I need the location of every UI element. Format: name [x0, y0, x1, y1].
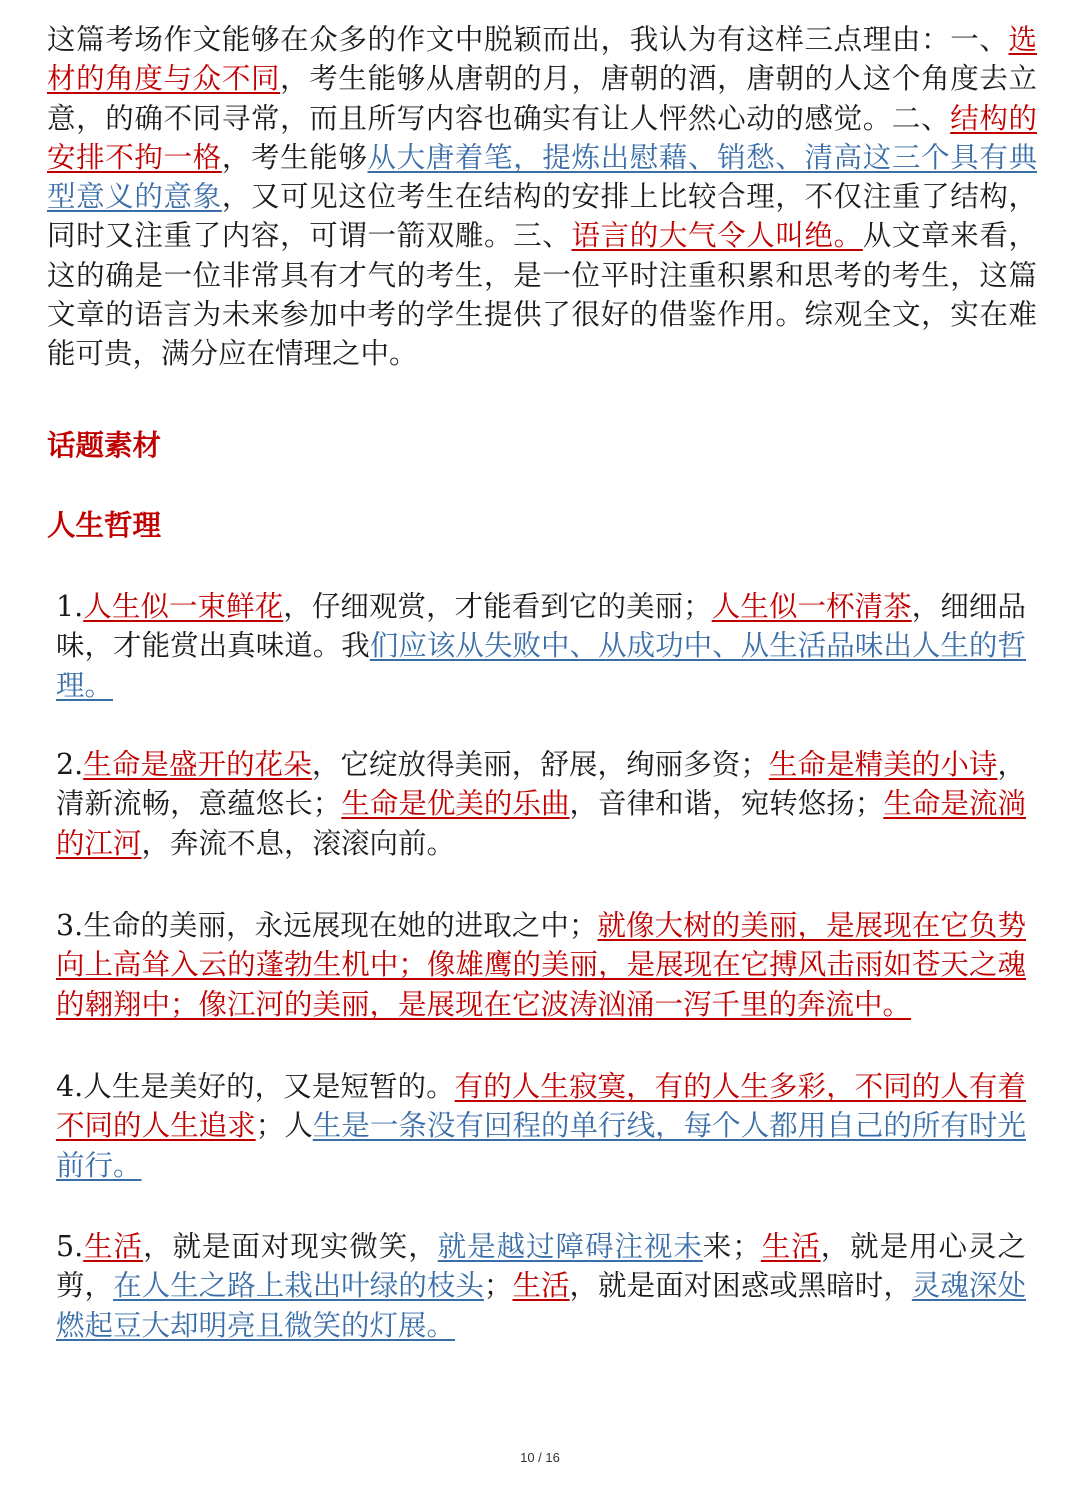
highlight-red: 生活: [83, 1230, 144, 1263]
intro-text: ，又可见这位考生在结构的安排上比较合理，不仅注重了结构，同时又注重了内容，可谓一箭双雕。三、: [47, 180, 1037, 253]
item-text: ；: [483, 1269, 513, 1303]
highlight-blue: 生是一条没有回程的单行线，每个人都用自己的所有时光前行。: [56, 1109, 1026, 1182]
item-text: ，清新流畅，意蕴悠长；: [56, 748, 1026, 821]
intro-text: 这篇考场作文能够在众多的作文中脱颖而出，我认为有这样三点理由：一、: [47, 23, 1009, 56]
highlight-blue: 就是越过障碍注视未: [437, 1230, 703, 1263]
highlight-red: 生活: [512, 1269, 570, 1303]
highlight-red: 结构的安排不拘一格: [47, 101, 1037, 174]
item-text: ，就是面对现实微笑，: [143, 1230, 438, 1263]
item-number: 3.: [56, 909, 84, 942]
intro-paragraph: [47, 20, 1037, 374]
highlight-blue: 从大唐着笔，提炼出慰藉、销愁、清高这三个具有典型意义的意象: [47, 140, 1037, 214]
highlight-red: 生命是优美的乐曲: [341, 787, 570, 821]
item-number: 4.: [56, 1070, 84, 1103]
intro-text: ，考生能够从唐朝的月，唐朝的酒，唐朝的人这个角度去立意，的确不同寻常，而且所写内容也确实有让人怦然心动的感觉。二、: [47, 62, 1037, 135]
item-text: ，它绽放得美丽，舒展，绚丽多资；: [311, 748, 769, 781]
highlight-red: 就像大树的美丽，是展现在它负势向上高耸入云的蓬勃生机中；像雄鹰的美丽，是展现在它搏风击雨如苍天之魂的翱翔中；像江河的美丽，是展现在它波涛汹涌一泻千里的奔流中。: [56, 909, 1026, 1021]
item-text: ；人: [255, 1109, 313, 1143]
item-text: 来；: [702, 1230, 761, 1263]
highlight-red: 语言的大气令人叫绝。: [571, 219, 863, 253]
highlight-red: 生命是流淌的江河: [56, 787, 1026, 860]
highlight-red: 生命是精美的小诗: [768, 748, 998, 781]
highlight-blue: 们应该从失败中、从成功中、从生活品味出人生的哲理。: [56, 629, 1026, 702]
highlight-red: 人生似一束鲜花: [83, 590, 284, 623]
list-item-2: [56, 745, 1026, 863]
list-item-5: [56, 1227, 1026, 1345]
list-item-1: [56, 587, 1026, 705]
item-text: ，奔流不息，滚滚向前。: [141, 826, 456, 860]
item-text: 生命的美丽，永远展现在她的进取之中；: [83, 909, 598, 942]
section-heading-topic: 话题素材: [47, 428, 162, 462]
item-text: 人生是美好的，又是短暂的。: [83, 1070, 455, 1103]
highlight-red: 人生似一杯清茶: [711, 590, 912, 623]
item-text: ，仔细观赏，才能看到它的美丽；: [283, 590, 712, 623]
page-number: 10 / 16: [520, 1450, 560, 1465]
intro-text: ，考生能够: [221, 140, 368, 174]
highlight-blue: 在人生之路上栽出叶绿的枝头: [113, 1269, 484, 1303]
item-text: ，就是用心灵之剪，: [56, 1230, 1026, 1303]
item-number: 2.: [56, 748, 84, 781]
section-heading-life-philosophy: 人生哲理: [47, 508, 162, 542]
highlight-blue: 灵魂深处燃起豆大却明亮且微笑的灯展。: [56, 1269, 1026, 1342]
item-number: 5.: [56, 1230, 84, 1263]
list-item-4: [56, 1067, 1026, 1185]
item-number: 1.: [56, 590, 84, 623]
intro-text: 从文章来看，这的确是一位非常具有才气的考生，是一位平时注重积累和思考的考生，这篇文章的语言为未来参加中考的学生提供了很好的借鉴作用。综观全文，实在难能可贵，满分应在情理之中。: [47, 219, 1037, 371]
item-text: ，音律和谐，宛转悠扬；: [569, 787, 884, 821]
item-text: ，细细品味，才能赏出真味道。我: [56, 590, 1026, 663]
item-text: ，就是面对困惑或黑暗时，: [569, 1269, 912, 1303]
list-item-3: [56, 906, 1026, 1024]
highlight-red: 生命是盛开的花朵: [83, 748, 312, 781]
highlight-red: 选材的角度与众不同: [47, 23, 1037, 96]
highlight-red: 有的人生寂寞，有的人生多彩，不同的人有着不同的人生追求: [56, 1070, 1026, 1143]
highlight-red: 生活: [760, 1230, 821, 1263]
